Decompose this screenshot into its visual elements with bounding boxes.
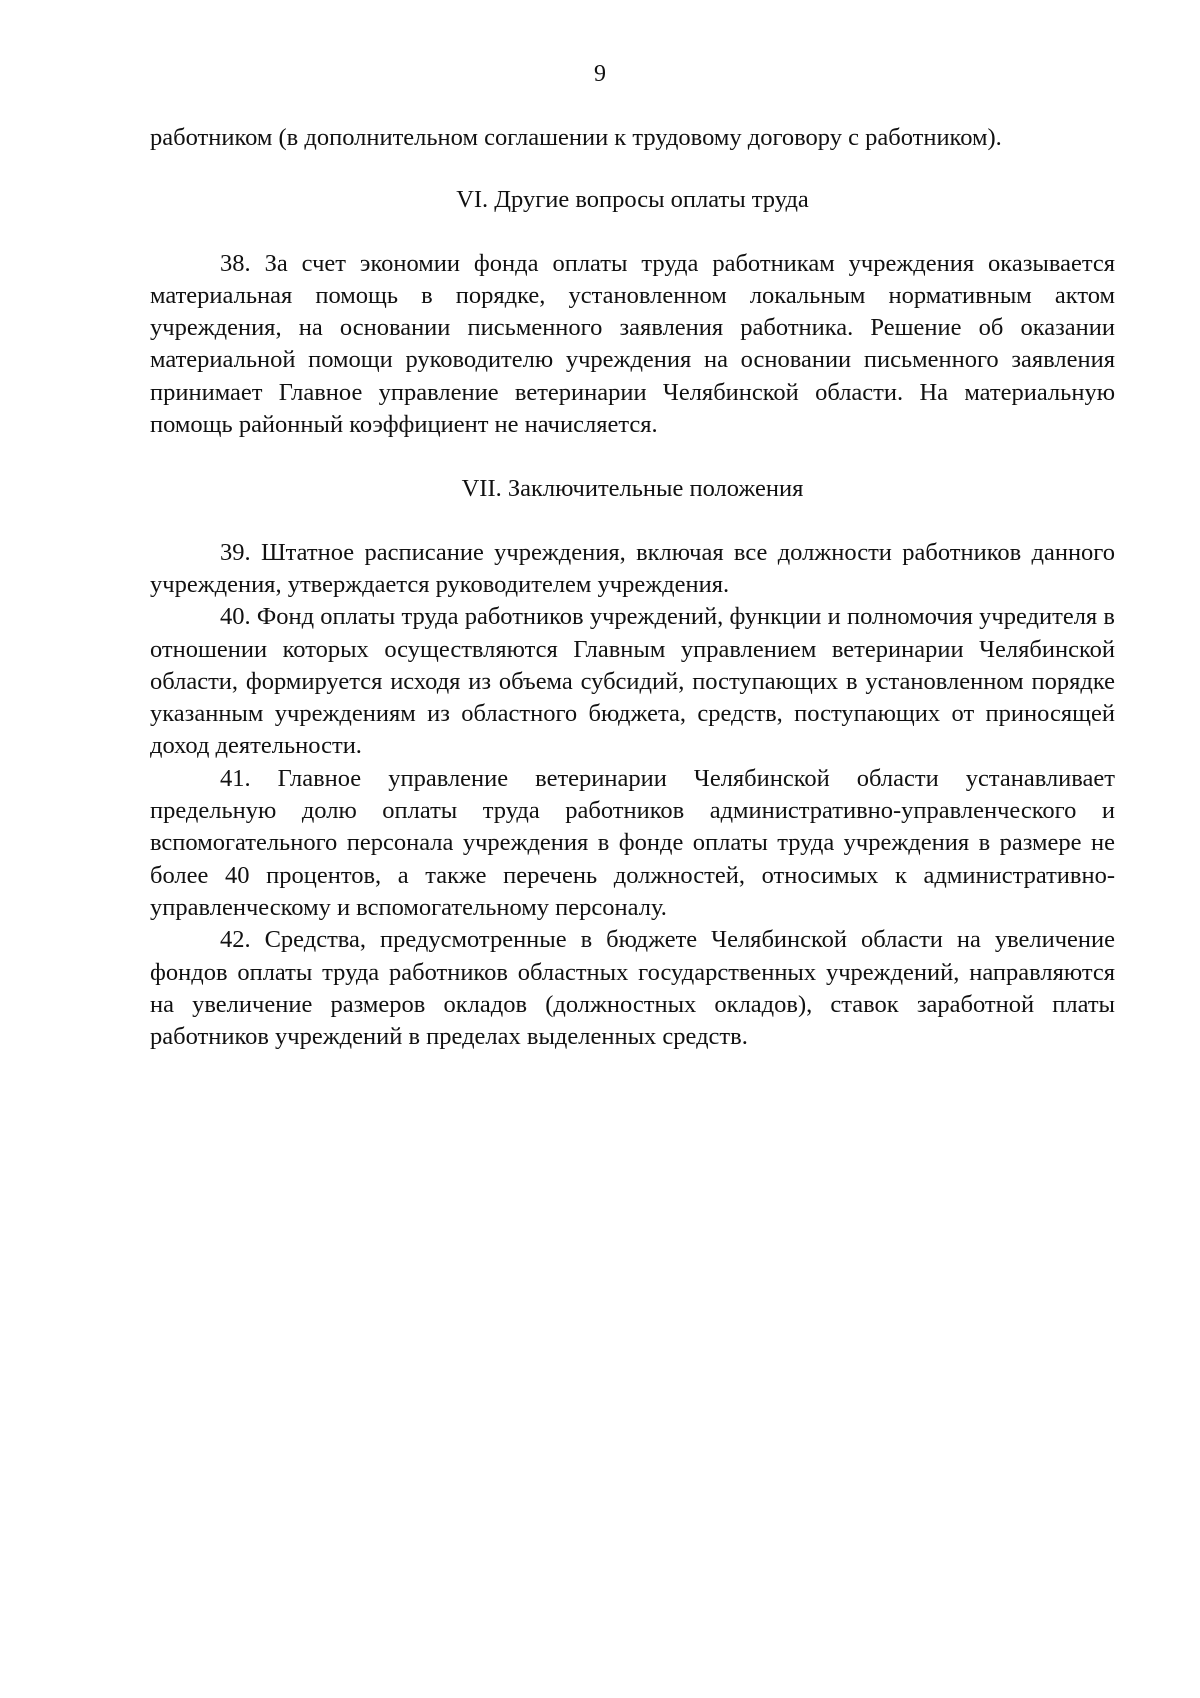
section-7-heading: VII. Заключительные положения	[461, 475, 804, 503]
paragraph-41: 41. Главное управление ветеринарии Челябинской области устанавливает предельную долю оплаты труда работников административно-управленческого и вспомогательного персонала учреждения в фонде оплаты труда учреждения в размере не более 40 процентов, а также перечень должностей, относимых к административно-управленческому и вспомогательному персоналу.	[150, 764, 1115, 921]
paragraph-39: 39. Штатное расписание учреждения, включая все должности работников данного учреждения, утверждается руководителем учреждения.	[150, 538, 1115, 598]
paragraph-42: 42. Средства, предусмотренные в бюджете Челябинской области на увеличение фондов оплаты труда работников областных государственных учреждений, направляются на увеличение размеров окладов (должностных окладов), ставок заработной платы работников учреждений в пределах выделенных средств.	[150, 926, 1115, 1051]
paragraph-38: 38. За счет экономии фонда оплаты труда работникам учреждения оказывается материальная помощь в порядке, установленном локальным нормативным актом учреждения, на основании письменного заявления работника. Решение об оказании материальной помощи руководителю учреждения на основании письменного заявления принимает Главное управление ветеринарии Челябинской области. На материальную помощь районный коэффициент не начисляется.	[150, 249, 1115, 439]
section-6-heading: VI. Другие вопросы оплаты труда	[456, 186, 809, 214]
paragraph-40: 40. Фонд оплаты труда работников учреждений, функции и полномочия учредителя в отношении которых осуществляются Главным управлением ветеринарии Челябинской области, формируется исходя из объема субсидий, поступающих в установленном порядке указанным учреждениям из областного бюджета, средств, поступающих от приносящей доход деятельности.	[150, 603, 1115, 760]
page-number: 9	[594, 61, 606, 87]
document-body	[150, 122, 1115, 1053]
continuation-paragraph: работником (в дополнительном соглашении к трудовому договору с работником).	[150, 124, 1002, 151]
